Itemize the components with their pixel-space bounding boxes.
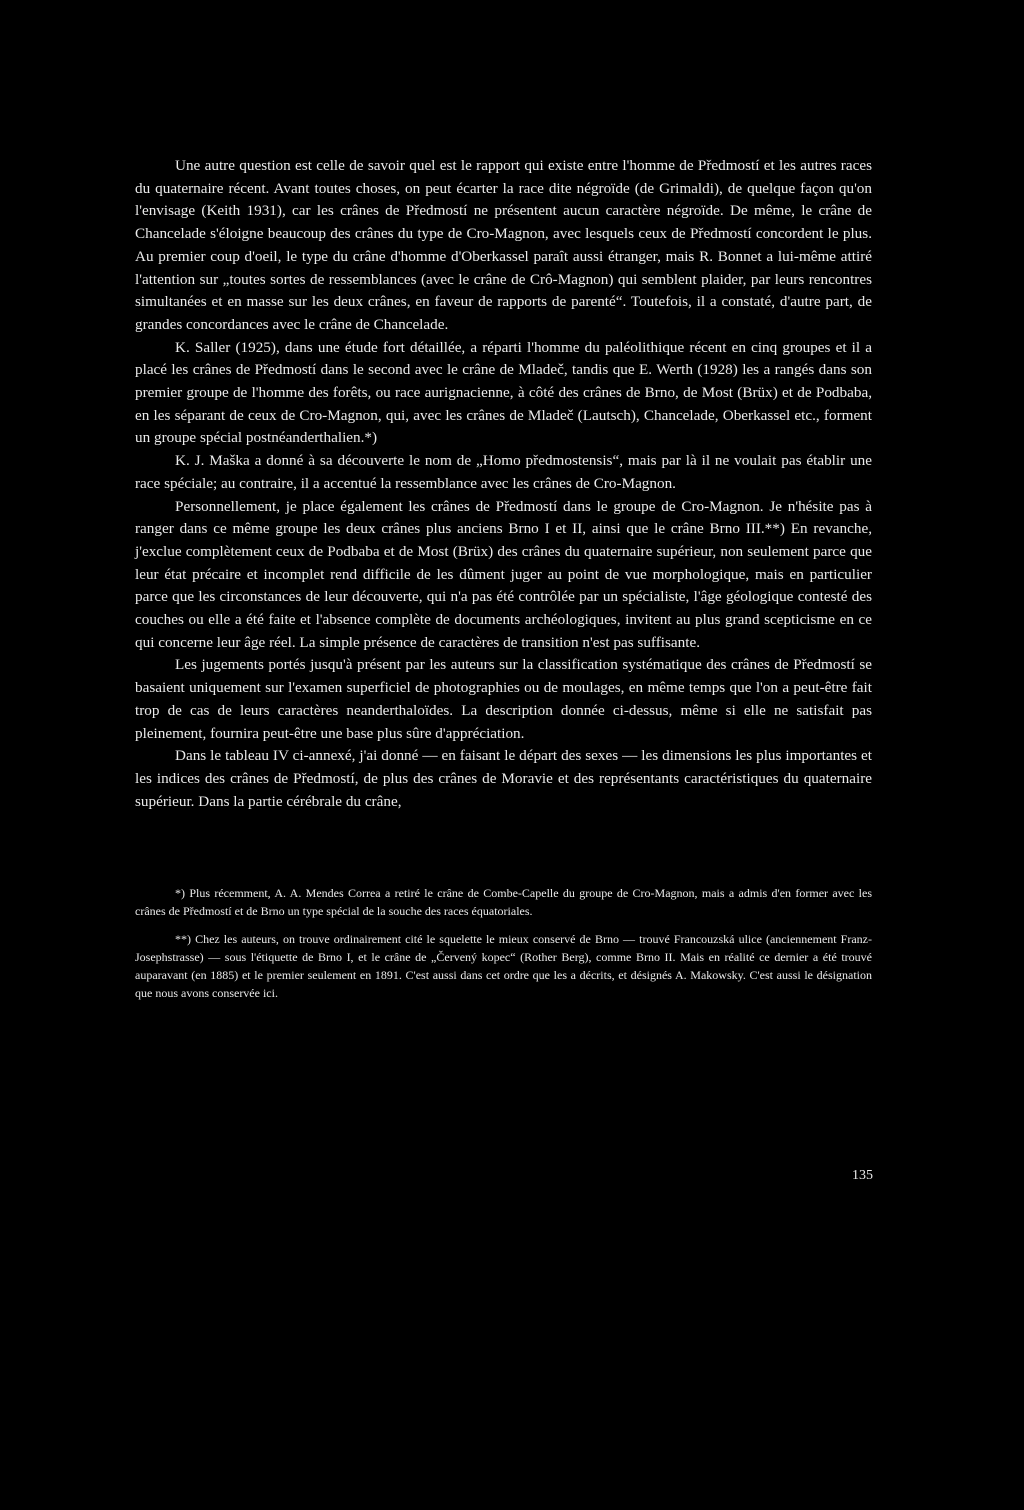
footnote-2: **) Chez les auteurs, on trouve ordinairement cité le squelette le mieux conservé de Brno — trouvé Francouzská ulice (anciennement Franz-Josephstrasse) — sous l'étiquette de Brno I, et le crâne de „Červený kopec“ (Rother Berg), comme Brno II. Mais en réalité ce dernier a été trouvé auparavant (en 1885) et le premier seulement en 1891. C'est aussi dans cet ordre que les a décrits, et désignés A. Makowsky. C'est aussi le désignation que nous avons conservée ici.	[135, 931, 872, 1001]
paragraph-4: Personnellement, je place également les crânes de Předmostí dans le groupe de Cro-Magnon. Je n'hésite pas à ranger dans ce même groupe les deux crânes plus anciens Brno I et II, ainsi que le crâne Brno III.**) En revanche, j'exclue complètement ceux de Podbaba et de Most (Brüx) des crânes du quaternaire supérieur, non seulement parce que leur état précaire et incomplet rend difficile de les dûment juger au point de vue morphologique, mais en particulier parce que les circonstances de leur découverte, qui n'a pas été contrôlée par un spécialiste, l'âge géologique contesté des couches ou elle a été faite et l'absence complète de documents archéologiques, invitent au plus grand scepticisme en ce qui concerne leur âge réel. La simple présence de caractères de transition n'est pas suffisante.	[135, 497, 872, 651]
paragraph-6: Dans le tableau IV ci-annexé, j'ai donné — en faisant le départ des sexes — les dimensions les plus importantes et les indices des crânes de Předmostí, de plus des crânes de Moravie et des représentants caractéristiques du quaternaire supérieur. Dans la partie cérébrale du crâne,	[135, 747, 872, 810]
page-body	[135, 155, 872, 813]
paragraph-5: Les jugements portés jusqu'à présent par les auteurs sur la classification systématique des crânes de Předmostí se basaient uniquement sur l'examen superficiel de photographies ou de moulages, en même temps que l'on a peut-être fait trop de cas de leurs caractères neanderthaloïdes. La description donnée ci-dessus, même si elle ne satisfait pas pleinement, fournira peut-être une base plus sûre d'appréciation.	[135, 656, 872, 742]
footnote-1: *) Plus récemment, A. A. Mendes Correa a retiré le crâne de Combe-Capelle du groupe de Cro-Magnon, mais a admis d'en former avec les crânes de Předmostí et de Brno un type spécial de la souche des races équatoriales.	[135, 886, 872, 919]
paragraph-3: K. J. Maška a donné à sa découverte le nom de „Homo předmostensis“, mais par là il ne voulait pas établir une race spéciale; au contraire, il a accentué la ressemblance avec les crânes de Cro-Magnon.	[135, 452, 872, 492]
paragraph-1: Une autre question est celle de savoir quel est le rapport qui existe entre l'homme de Předmostí et les autres races du quaternaire récent. Avant toutes choses, on peut écarter la race dite négroïde (de Grimaldi), de quelque façon qu'on l'envisage (Keith 1931), car les crânes de Předmostí ne présentent aucun caractère négroïde. De même, le crâne de Chancelade s'éloigne beaucoup des crânes du type de Cro-Magnon, avec lesquels ceux de Předmostí concordent le plus. Au premier coup d'oeil, le type du crâne d'homme d'Oberkassel paraît aussi étranger, mais R. Bonnet a lui-même attiré l'attention sur „toutes sortes de ressemblances (avec le crâne de Crô-Magnon) qui semblent plaider, par leurs rencontres simultanées et en masse sur les deux crânes, en faveur de rapports de parenté“. Toutefois, il a constaté, d'autre part, de grandes concordances avec le crâne de Chancelade.	[135, 157, 872, 333]
main-text	[135, 155, 872, 813]
paragraph-2: K. Saller (1925), dans une étude fort détaillée, a réparti l'homme du paléolithique récent en cinq groupes et il a placé les crânes de Předmostí dans le second avec le crâne de Mladeč, tandis que E. Werth (1928) les a rangés dans son premier groupe de l'homme des forêts, ou race aurignacienne, à côté des crânes de Brno, de Most (Brüx) et de Podbaba, en les séparant de ceux de Cro-Magnon, qui, avec les crânes de Mladeč (Lautsch), Chancelade, Oberkassel etc., forment un groupe spécial postnéanderthalien.*)	[135, 338, 872, 447]
page-number: 135	[852, 1168, 873, 1183]
footnotes	[135, 884, 872, 1003]
